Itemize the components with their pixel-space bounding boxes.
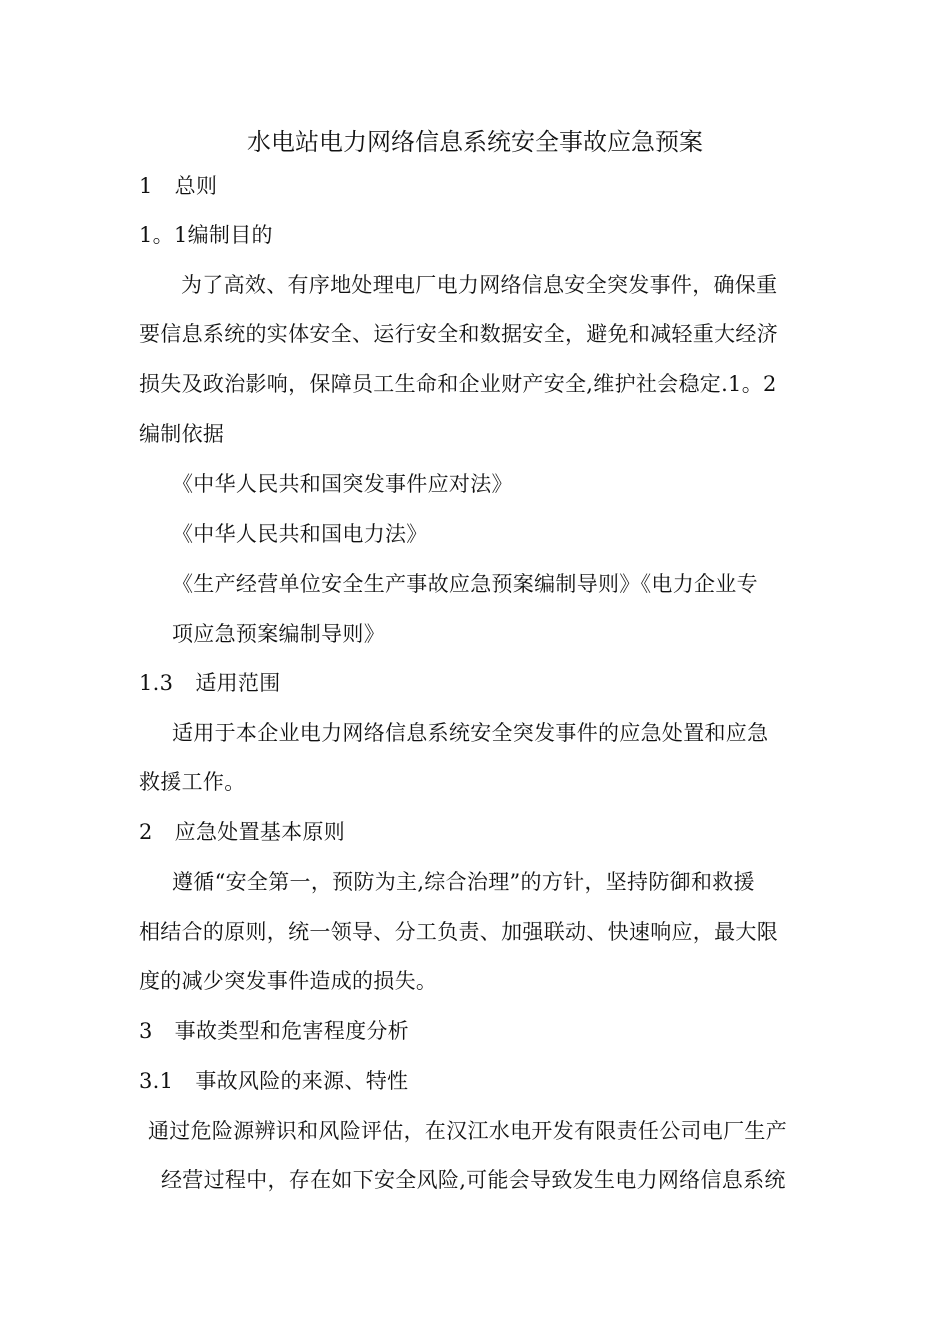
paragraph-line: 相结合的原则，统一领导、分工负责、加强联动、快速响应，最大限 xyxy=(139,920,778,944)
section-title: 总则 xyxy=(174,174,218,198)
section-title: 事故风险的来源、特性 xyxy=(195,1069,409,1093)
heading-section-1-3 xyxy=(139,669,281,697)
document-title: 水电站电力网络信息系统安全事故应急预案 xyxy=(247,128,703,156)
paragraph-line: 遵循“安全第一，预防为主,综合治理”的方针，坚持防御和救援 xyxy=(172,870,755,894)
section-title: 适用范围 xyxy=(195,671,281,695)
paragraph-line: 救援工作。 xyxy=(139,770,246,794)
heading-section-3-1 xyxy=(139,1067,408,1095)
section-number: 1 xyxy=(139,174,153,198)
paragraph-line: 编制依据 xyxy=(139,422,225,446)
heading-section-3 xyxy=(139,1017,409,1045)
paragraph-line: 损失及政治影响，保障员工生命和企业财产安全,维护社会稳定.1。2 xyxy=(139,372,777,396)
heading-section-1-1: 1。1编制目的 xyxy=(139,223,273,247)
section-number: 3 xyxy=(139,1019,153,1043)
paragraph-line: 适用于本企业电力网络信息系统安全突发事件的应急处置和应急 xyxy=(172,721,769,745)
section-number: 1.3 xyxy=(139,671,174,695)
law-reference: 《中华人民共和国突发事件应对法》 xyxy=(172,472,513,496)
paragraph-line: 为了高效、有序地处理电厂电力网络信息安全突发事件，确保重 xyxy=(181,273,778,297)
law-reference: 《中华人民共和国电力法》 xyxy=(172,522,428,546)
paragraph-line: 度的减少突发事件造成的损失。 xyxy=(139,969,438,993)
heading-section-1 xyxy=(139,172,217,200)
section-title: 事故类型和危害程度分析 xyxy=(174,1019,409,1043)
section-number: 3.1 xyxy=(139,1069,174,1093)
section-number: 2 xyxy=(139,820,153,844)
heading-section-2 xyxy=(139,818,345,846)
section-title: 应急处置基本原则 xyxy=(174,820,346,844)
paragraph-line: 通过危险源辨识和风险评估，在汉江水电开发有限责任公司电厂生产 xyxy=(148,1119,787,1143)
paragraph-line: 要信息系统的实体安全、运行安全和数据安全，避免和减轻重大经济 xyxy=(139,322,778,346)
law-reference: 《生产经营单位安全生产事故应急预案编制导则》《电力企业专 xyxy=(172,572,758,596)
paragraph-line: 经营过程中，存在如下安全风险,可能会导致发生电力网络信息系统 xyxy=(161,1168,786,1192)
law-reference: 项应急预案编制导则》 xyxy=(172,622,385,646)
